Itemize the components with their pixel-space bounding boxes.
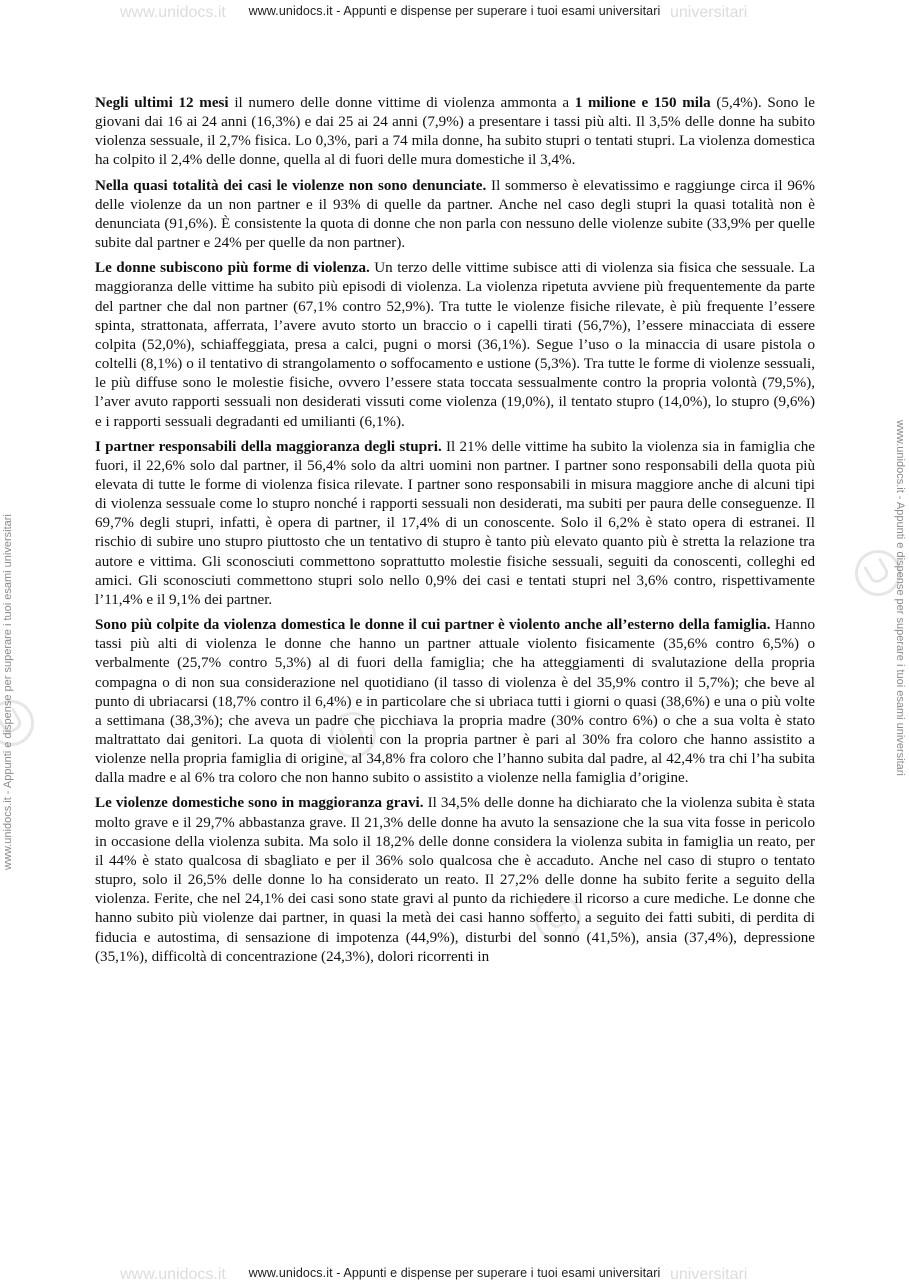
left-side-watermark: www.unidocs.it - Appunti e dispense per superare i tuoi esami universitari — [2, 514, 14, 870]
paragraph-lead: Le donne subiscono più forme di violenza. — [95, 260, 370, 277]
paragraph-lead: I partner responsabili della maggioranza degli stupri. — [95, 438, 442, 455]
paragraph-text: Il 34,5% delle donne ha dichiarato che la violenza subita è stata molto grave e il 29,7% abbastanza grave. Il 21,3% delle donne ha avuto la sensazione che la sua vita fosse in pericolo in occasione della violenza subita. Ma solo il 18,2% delle donne considera la violenza subita in famiglia un reato, per il 44% è stato qualcosa di sbagliato e per il 36% solo qualcosa che è accaduto. Anche nel caso di stupro o tentato stupro, solo il 26,5% delle donne lo ha considerato un reato. Il 27,2% delle donne ha subito ferite a seguito della violenza. Ferite, che nel 24,1% dei casi sono state gravi al punto da richiedere il ricorso a cure mediche. Le donne che hanno subito più violenze dai partner, in quasi la metà dei casi hanno sofferto, a seguito dei fatti subiti, di perdita di fiducia e autostima, di sensazione di impotenza (44,9%), disturbi del sonno (41,5%), ansia (37,4%), depressione (35,1%), difficoltà di concentrazione (24,3%), dolori ricorrenti in — [95, 795, 815, 965]
paragraph-6 — [95, 794, 815, 966]
faded-watermark-bottom-left: www.unidocs.it — [120, 1266, 226, 1283]
paragraph-lead: Negli ultimi 12 mesi — [95, 95, 229, 111]
header-watermark: www.unidocs.it - Appunti e dispense per superare i tuoi esami universitari — [248, 4, 661, 18]
document-body — [95, 94, 815, 973]
paragraph-lead: Nella quasi totalità dei casi le violenze non sono denunciate. — [95, 177, 487, 194]
paragraph-text: il numero delle donne vittime di violenza ammonta a — [228, 95, 575, 111]
paragraph-3 — [95, 259, 815, 431]
paragraph-text: Un terzo delle vittime subisce atti di violenza sia fisica che sessuale. La maggioranza delle vittime ha subito più episodi di violenza. La violenza ripetuta avviene più frequentemente da parte del partner che dal non partner (67,1% contro 52,9%). Tra tutte le violenze fisiche rilevate, è più frequente l’essere spinta, strattonata, afferrata, l’avere avuto storto un braccio o i capelli tirati (56,7%), l’essere minacciata di essere colpita (52,0%), schiaffeggiata, presa a calci, pugni o morsi (36,1%). Segue l’uso o la minaccia di usare pistola o coltelli (8,1%) o il tentativo di strangolamento o soffocamento e ustione (5,3%). Tra tutte le forme di violenze sessuali, le più diffuse sono le molestie fisiche, ovvero l’essere stata toccata sessualmente contro la propria volontà (79,5%), l’aver avuto rapporti sessuali non desiderati vissuti come violenza (19,0%), il tentato stupro (14,0%), lo stupro (9,6%) e i rapporti sessuali degradanti ed umilianti (6,1%). — [95, 260, 815, 430]
paragraph-lead: Le violenze domestiche sono in maggioranza gravi. — [95, 795, 424, 812]
paragraph-text: Hanno tassi più alti di violenza le donne che hanno un partner attuale violento fisicamente (35,6% contro 6,5%) o verbalmente (25,7% contro 5,3%) al di fuori della famiglia; che ha atteggiamenti di svalutazione della propria compagna o di non sua considerazione nel quotidiano (il tasso di violenza è del 35,9% contro il 5,7%); che beve al punto di ubriacarsi (18,7% contro il 6,4%) e in particolare che si ubriaca tutti i giorni o quasi (38,6%) e una o più volte a settimana (38,3%); che aveva un padre che picchiava la propria madre (30% contro 6%) o che a sua volta è stato maltrattato dai genitori. La quota di violenti con la propria partner è pari al 30% fra coloro che hanno assistito a violenze nella propria famiglia di origine, al 34,8% fra coloro che l’hanno subita dal padre, al 42,4% tra chi l’ha subita dalla madre e al 6% tra coloro che non hanno subito o assistito a violenze nella famiglia d’origine. — [95, 617, 815, 787]
paragraph-text: Il sommerso è elevatissimo e raggiunge circa il 96% delle violenze da un non partner e il 93% di quelle da partner. Anche nel caso degli stupri la quasi totalità non è denunciata (91,6%). È consistente la quota di donne che non parla con nessuno delle violenze subite (33,9% per quelle subite dal partner e 24% per quelle da non partner). — [95, 177, 816, 252]
paragraph-text: Il 21% delle vittime ha subito la violenza sia in famiglia che fuori, il 22,6% solo dal partner, il 56,4% solo da altri uomini non partner. I partner sono responsabili della quota più elevata di tutte le forme di violenza fisica rilevate. I partner sono responsabili in misura maggiore anche di alcuni tipi di violenza sessuale come lo stupro nonché i rapporti sessuali non desiderati, ma subiti per paura delle conseguenze. Il 69,7% degli stupri, infatti, è opera di partner, il 17,4% di un conoscente. Solo il 6,2% è stato opera di estranei. Il rischio di subire uno stupro piuttosto che un tentativo di stupro è tanto più elevato quanto più è stretta la relazione tra autore e vittima. Gli sconosciuti commettono soprattutto molestie fisiche sessuali, seguiti da conoscenti, colleghi ed amici. Gli sconosciuti commettono stupri solo nello 0,9% dei casi e tentati stupri nel 3,6% contro, rispettivamente l’11,4% e il 9,1% dei partner. — [95, 438, 815, 608]
right-side-watermark: www.unidocs.it - Appunti e dispense per superare i tuoi esami universitari — [894, 420, 906, 776]
paragraph-2 — [95, 177, 815, 254]
paragraph-5 — [95, 616, 815, 788]
footer-watermark: www.unidocs.it - Appunti e dispense per superare i tuoi esami universitari — [248, 1266, 661, 1280]
paragraph-lead: Sono più colpite da violenza domestica le donne il cui partner è violento anche all’esterno della famiglia. — [95, 617, 771, 634]
paragraph-4 — [95, 438, 815, 610]
paragraph-1 — [95, 94, 815, 171]
faded-watermark-top-left: www.unidocs.it — [120, 4, 226, 21]
faded-watermark-bottom-right: universitari — [670, 1266, 748, 1283]
paragraph-text: (5,4%). Sono le giovani dai 16 ai 24 anni (16,3%) e dai 25 ai 24 anni (7,9%) a presentare i tassi più alti. Il 3,5% delle donne ha subito violenza sessuale, il 2,7% fisica. Lo 0,3%, pari a 74 mila donne, ha subito stupri o tentati stupri. La violenza domestica ha colpito il 2,4% delle donne, quella al di fuori delle mura domestiche il 3,4%. — [95, 95, 815, 169]
faded-watermark-top-right: universitari — [670, 4, 748, 21]
highlight-figure: 1 milione e 150 mila — [574, 95, 711, 111]
